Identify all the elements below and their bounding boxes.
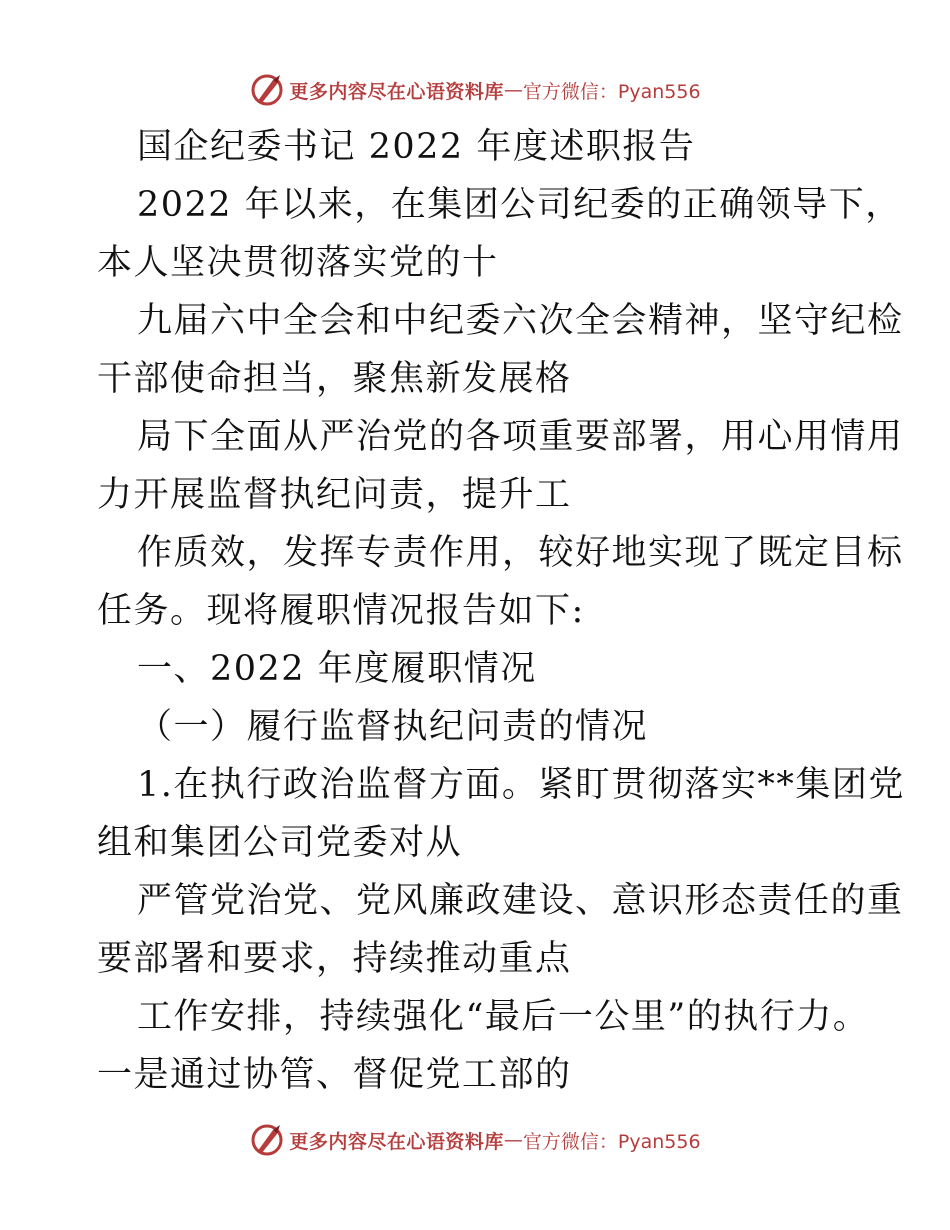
banner-contact: 官方微信：Pyan556 (522, 1130, 701, 1153)
paragraph-line: 局下全面从严治党的各项重要部署，用心用情用 (137, 417, 904, 457)
banner-contact: 官方微信：Pyan556 (522, 80, 701, 103)
quill-pen-icon (249, 72, 285, 108)
banner-separator: — (503, 79, 523, 101)
paragraph-line: 任务。现将履职情况报告如下: (97, 591, 585, 631)
paragraph-line: 本人坚决贯彻落实党的十 (97, 243, 499, 283)
paragraph-line: 干部使命担当，聚焦新发展格 (97, 359, 572, 399)
paragraph-line: 严管党治党、党风廉政建设、意识形态责任的重 (137, 881, 904, 921)
document-title: 国企纪委书记 2022 年度述职报告 (137, 127, 696, 167)
paragraph-line: 力开展监督执纪问责，提升工 (97, 475, 572, 515)
footer-banner (0, 1120, 950, 1160)
paragraph-line: 1.在执行政治监督方面。紧盯贯彻落实**集团党 (137, 765, 905, 805)
paragraph-line: 2022 年以来，在集团公司纪委的正确领导下， (137, 185, 902, 225)
section-heading: 一、2022 年度履职情况 (137, 649, 537, 689)
paragraph-line: 工作安排，持续强化“最后一公里”的执行力。 (137, 997, 870, 1037)
paragraph-line: 九届六中全会和中纪委六次全会精神，坚守纪检 (137, 301, 904, 341)
paragraph-line: 组和集团公司党委对从 (97, 823, 463, 863)
banner-text: 更多内容尽在心语资料库 (289, 80, 504, 103)
paragraph-line: 作质效，发挥专责作用，较好地实现了既定目标 (137, 533, 904, 573)
subsection-heading: （一）履行监督执纪问责的情况 (137, 707, 649, 747)
paragraph-line: 要部署和要求，持续推动重点 (97, 939, 572, 979)
banner-separator: — (503, 1129, 523, 1151)
banner-text: 更多内容尽在心语资料库 (289, 1130, 504, 1153)
document-body (97, 118, 905, 1104)
quill-pen-icon (249, 1122, 285, 1158)
header-banner (0, 70, 950, 110)
paragraph-line: 一是通过协管、督促党工部的 (97, 1055, 572, 1095)
